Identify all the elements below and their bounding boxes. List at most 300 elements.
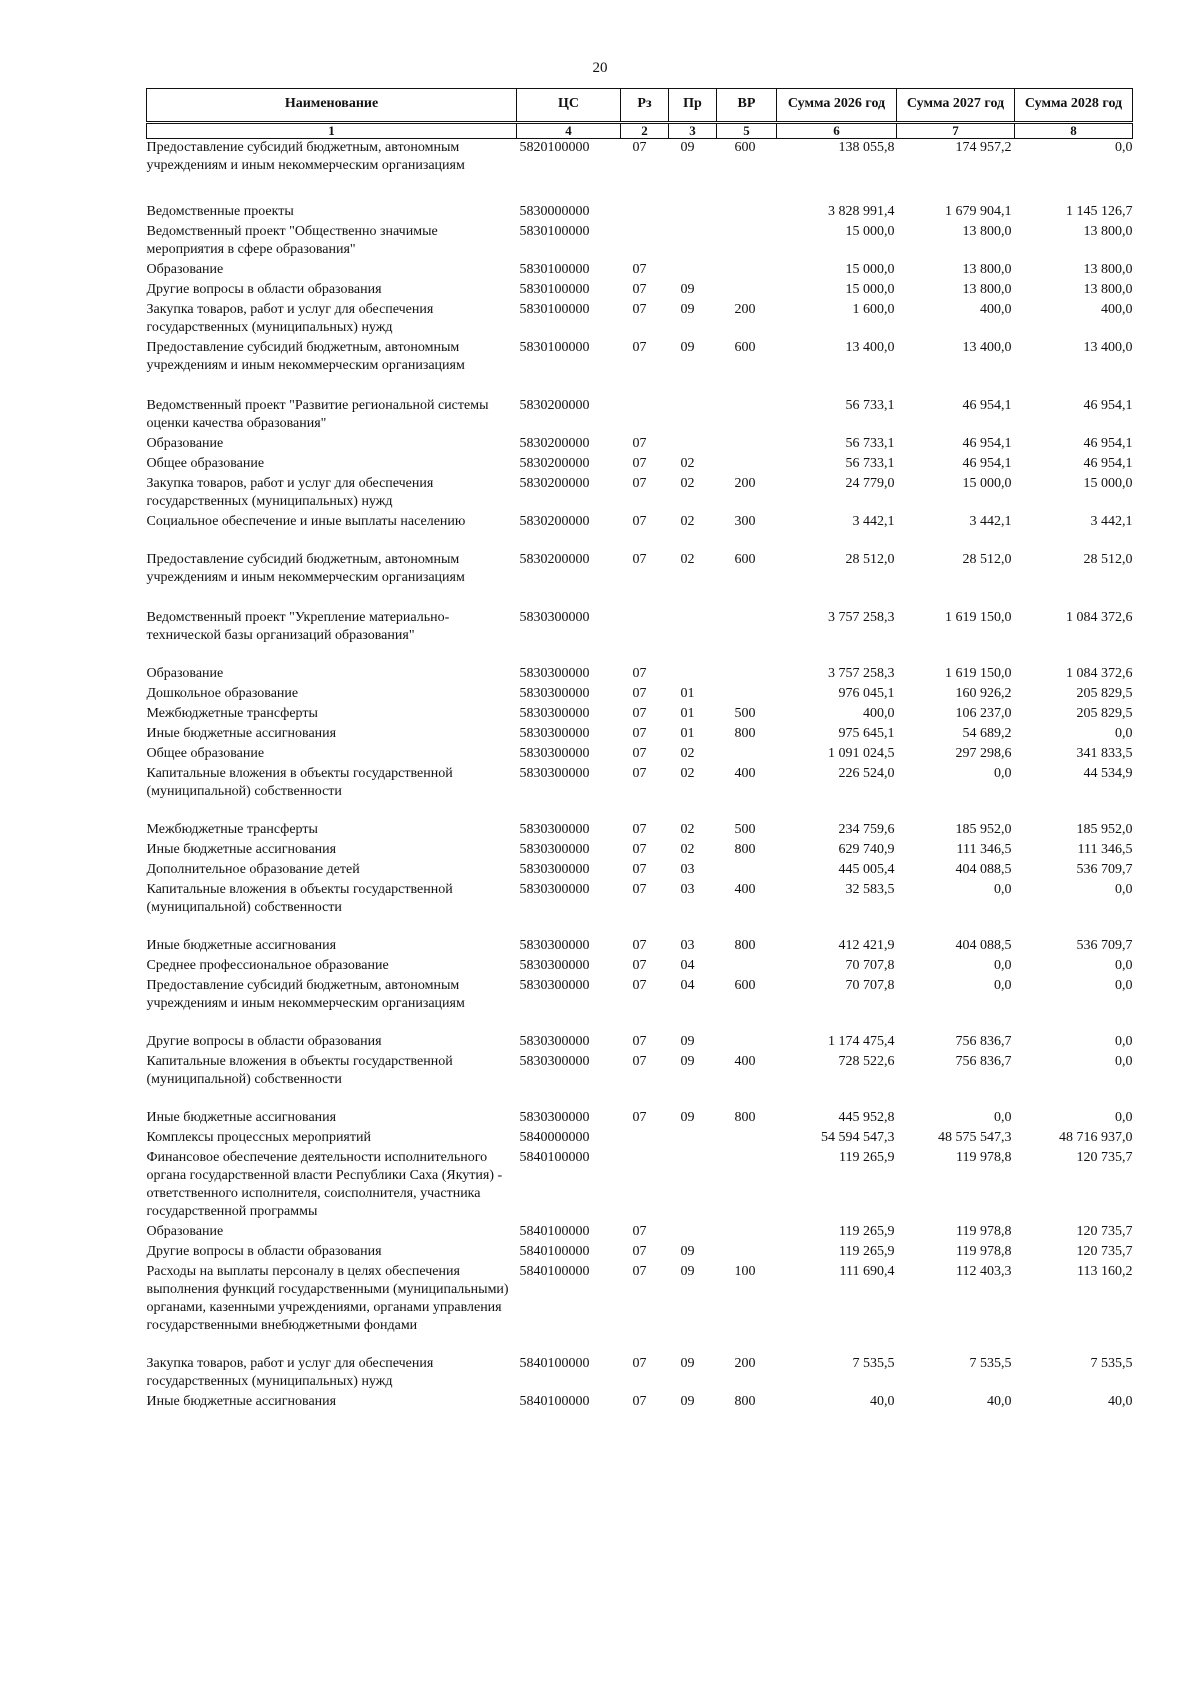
row-pr: 01	[680, 686, 695, 701]
row-rz: 07	[632, 666, 647, 681]
row-rz: 07	[632, 1244, 647, 1259]
row-rz: 07	[632, 706, 647, 721]
row-vr	[717, 281, 777, 301]
row-sum-2028: 0,0	[1115, 1110, 1133, 1125]
row-sum-2027: 13 400,0	[962, 340, 1012, 355]
row-pr	[669, 397, 717, 435]
row-sum-2028: 44 534,9	[1083, 766, 1133, 781]
row-cs: 5830300000	[519, 706, 590, 721]
table-row	[147, 1149, 1133, 1223]
table-row	[147, 1223, 1133, 1243]
row-cs: 5830300000	[519, 822, 590, 837]
row-sum-2027: 0,0	[994, 978, 1012, 993]
row-cs: 5830200000	[519, 514, 590, 529]
row-sum-2027: 112 403,3	[956, 1264, 1012, 1279]
row-sum-2028: 113 160,2	[1077, 1264, 1133, 1279]
row-rz	[621, 1149, 669, 1223]
table-row	[147, 1109, 1133, 1129]
row-sum-2026: 138 055,8	[838, 140, 895, 155]
row-cs: 5840100000	[519, 1394, 590, 1409]
row-vr	[717, 1033, 777, 1053]
column-number: 5	[717, 123, 777, 139]
row-cs: 5840100000	[519, 1224, 590, 1239]
row-sum-2026: 1 174 475,4	[828, 1034, 895, 1049]
table-row	[147, 861, 1133, 881]
row-sum-2028: 120 735,7	[1076, 1244, 1133, 1259]
row-vr: 600	[734, 552, 756, 567]
row-cs: 5830300000	[519, 610, 590, 625]
row-sum-2026: 40,0	[870, 1394, 895, 1409]
row-vr: 600	[734, 140, 756, 155]
row-sum-2028: 341 833,5	[1076, 746, 1133, 761]
row-name: Ведомственные проекты	[146, 204, 294, 219]
row-vr	[717, 957, 777, 977]
row-sum-2026: 1 600,0	[852, 302, 895, 317]
row-rz	[621, 1129, 669, 1149]
row-name: Расходы на выплаты персоналу в целях обеспечения выполнения функций государственными (муниципальными) органами, казенными учреждениями, органами управления государственными внебюджетными фондами	[146, 1264, 509, 1333]
row-cs: 5830300000	[519, 726, 590, 741]
table-row	[147, 1263, 1133, 1355]
row-sum-2028: 0,0	[1115, 958, 1133, 973]
row-sum-2028: 46 954,1	[1083, 456, 1133, 471]
row-sum-2027: 13 800,0	[962, 282, 1012, 297]
row-rz	[621, 609, 669, 665]
row-sum-2027: 119 978,8	[956, 1224, 1012, 1239]
row-vr: 600	[734, 340, 756, 355]
row-rz: 07	[632, 882, 647, 897]
table-row	[147, 223, 1133, 261]
row-pr: 03	[680, 938, 695, 953]
row-pr	[669, 223, 717, 261]
table-row	[147, 1129, 1133, 1149]
column-number: 4	[517, 123, 621, 139]
row-vr	[717, 745, 777, 765]
row-vr	[717, 1223, 777, 1243]
row-sum-2028: 1 084 372,6	[1066, 666, 1133, 681]
row-sum-2026: 3 442,1	[852, 514, 895, 529]
row-sum-2027: 0,0	[994, 958, 1012, 973]
table-row	[147, 937, 1133, 957]
row-name: Среднее профессиональное образование	[146, 958, 389, 973]
row-sum-2027: 1 619 150,0	[945, 610, 1012, 625]
table-row	[147, 339, 1133, 397]
table-row	[147, 665, 1133, 685]
row-sum-2027: 404 088,5	[955, 938, 1012, 953]
row-sum-2026: 15 000,0	[845, 282, 895, 297]
row-rz: 07	[632, 302, 647, 317]
row-vr: 500	[734, 822, 756, 837]
row-name: Общее образование	[146, 746, 265, 761]
row-cs: 5830000000	[519, 204, 590, 219]
row-name: Дополнительное образование детей	[146, 862, 360, 877]
row-name: Образование	[146, 436, 224, 451]
row-pr	[669, 1149, 717, 1223]
row-sum-2027: 0,0	[994, 882, 1012, 897]
row-cs: 5830300000	[519, 882, 590, 897]
row-name: Другие вопросы в области образования	[146, 1034, 382, 1049]
row-sum-2028: 0,0	[1115, 1054, 1133, 1069]
column-number: 1	[147, 123, 517, 139]
row-sum-2027: 106 237,0	[955, 706, 1012, 721]
column-number: 2	[621, 123, 669, 139]
row-rz: 07	[632, 726, 647, 741]
header-vr: ВР	[717, 89, 777, 123]
row-rz: 07	[632, 1224, 647, 1239]
row-sum-2026: 119 265,9	[839, 1224, 895, 1239]
row-sum-2026: 7 535,5	[852, 1356, 895, 1371]
row-sum-2027: 1 619 150,0	[945, 666, 1012, 681]
row-sum-2026: 56 733,1	[845, 436, 895, 451]
row-sum-2026: 234 759,6	[838, 822, 895, 837]
row-name: Ведомственный проект "Укрепление материально-технической базы организаций образования"	[146, 610, 450, 643]
row-vr: 200	[734, 302, 756, 317]
row-cs: 5830300000	[519, 746, 590, 761]
row-sum-2026: 54 594 547,3	[821, 1130, 895, 1145]
row-sum-2028: 120 735,7	[1076, 1150, 1133, 1165]
row-pr: 02	[680, 822, 695, 837]
header-row	[147, 89, 1133, 123]
row-rz: 07	[632, 1110, 647, 1125]
row-cs: 5830100000	[519, 340, 590, 355]
row-sum-2028: 1 145 126,7	[1066, 204, 1133, 219]
row-sum-2027: 3 442,1	[969, 514, 1012, 529]
table-row	[147, 475, 1133, 513]
table-row	[147, 765, 1133, 821]
row-sum-2026: 56 733,1	[845, 398, 895, 413]
row-name: Межбюджетные трансферты	[146, 822, 318, 837]
row-cs: 5830300000	[519, 1054, 590, 1069]
row-sum-2026: 70 707,8	[845, 978, 895, 993]
row-pr: 01	[680, 726, 695, 741]
row-pr: 02	[680, 766, 695, 781]
row-vr: 400	[734, 1054, 756, 1069]
header-cs: ЦС	[517, 89, 621, 123]
table-row	[147, 821, 1133, 841]
row-rz: 07	[632, 1054, 647, 1069]
row-sum-2028: 13 800,0	[1083, 262, 1133, 277]
row-pr: 01	[680, 706, 695, 721]
table-row	[147, 397, 1133, 435]
row-pr: 09	[680, 1244, 695, 1259]
row-sum-2027: 297 298,6	[955, 746, 1012, 761]
table-row	[147, 725, 1133, 745]
row-rz: 07	[632, 140, 647, 155]
row-sum-2028: 0,0	[1115, 882, 1133, 897]
row-pr: 03	[680, 862, 695, 877]
row-cs: 5830200000	[519, 436, 590, 451]
table-row	[147, 261, 1133, 281]
row-rz: 07	[632, 746, 647, 761]
row-pr: 09	[680, 1264, 695, 1279]
row-vr: 300	[734, 514, 756, 529]
row-sum-2028: 0,0	[1115, 726, 1133, 741]
row-name: Образование	[146, 666, 224, 681]
row-rz: 07	[632, 456, 647, 471]
row-sum-2026: 119 265,9	[839, 1150, 895, 1165]
row-rz: 07	[632, 1264, 647, 1279]
row-sum-2028: 0,0	[1115, 140, 1133, 155]
table-row	[147, 513, 1133, 551]
row-cs: 5830200000	[519, 476, 590, 491]
row-rz: 07	[632, 552, 647, 567]
row-rz: 07	[632, 262, 647, 277]
row-name: Предоставление субсидий бюджетным, автономным учреждениям и иным некоммерческим организациям	[146, 140, 465, 173]
table-row	[147, 139, 1133, 204]
row-rz: 07	[632, 436, 647, 451]
budget-table	[146, 88, 1133, 1413]
column-number-row	[147, 123, 1133, 139]
row-sum-2028: 13 400,0	[1083, 340, 1133, 355]
row-pr: 02	[680, 746, 695, 761]
row-rz: 07	[632, 766, 647, 781]
row-sum-2027: 7 535,5	[969, 1356, 1012, 1371]
row-sum-2026: 3 757 258,3	[828, 666, 895, 681]
row-pr: 02	[680, 552, 695, 567]
row-name: Предоставление субсидий бюджетным, автономным учреждениям и иным некоммерческим организациям	[146, 552, 465, 585]
row-sum-2026: 15 000,0	[845, 224, 895, 239]
row-sum-2028: 46 954,1	[1083, 436, 1133, 451]
row-sum-2026: 400,0	[863, 706, 895, 721]
row-sum-2027: 46 954,1	[962, 456, 1012, 471]
row-name: Ведомственный проект "Развитие региональной системы оценки качества образования"	[146, 398, 489, 431]
row-pr	[669, 665, 717, 685]
row-sum-2027: 15 000,0	[962, 476, 1012, 491]
row-pr: 09	[680, 282, 695, 297]
row-sum-2027: 756 836,7	[955, 1034, 1012, 1049]
row-pr: 04	[680, 958, 695, 973]
row-sum-2028: 13 800,0	[1083, 282, 1133, 297]
row-vr	[717, 1129, 777, 1149]
row-sum-2028: 0,0	[1115, 978, 1133, 993]
row-pr: 09	[680, 1394, 695, 1409]
row-rz: 07	[632, 282, 647, 297]
row-pr	[669, 1223, 717, 1243]
header-sum-2028: Сумма 2028 год	[1015, 89, 1133, 123]
table-row	[147, 435, 1133, 455]
row-name: Иные бюджетные ассигнования	[146, 938, 337, 953]
row-sum-2027: 48 575 547,3	[938, 1130, 1012, 1145]
row-sum-2026: 629 740,9	[838, 842, 895, 857]
row-cs: 5830300000	[519, 958, 590, 973]
row-sum-2027: 28 512,0	[962, 552, 1012, 567]
row-pr: 09	[680, 302, 695, 317]
column-number: 7	[897, 123, 1015, 139]
row-sum-2027: 185 952,0	[955, 822, 1012, 837]
table-row	[147, 203, 1133, 223]
row-pr: 09	[680, 340, 695, 355]
row-sum-2026: 226 524,0	[838, 766, 895, 781]
row-vr	[717, 1243, 777, 1263]
row-vr: 400	[734, 766, 756, 781]
table-row	[147, 1393, 1133, 1413]
row-vr: 800	[734, 938, 756, 953]
row-cs: 5830100000	[519, 262, 590, 277]
row-sum-2028: 1 084 372,6	[1066, 610, 1133, 625]
column-number: 3	[669, 123, 717, 139]
row-cs: 5830100000	[519, 224, 590, 239]
row-sum-2026: 975 645,1	[838, 726, 895, 741]
row-vr	[717, 609, 777, 665]
row-cs: 5830300000	[519, 1034, 590, 1049]
row-pr	[669, 435, 717, 455]
row-rz: 07	[632, 514, 647, 529]
row-sum-2028: 536 709,7	[1076, 862, 1133, 877]
row-sum-2027: 756 836,7	[955, 1054, 1012, 1069]
row-rz: 07	[632, 862, 647, 877]
row-name: Ведомственный проект "Общественно значимые мероприятия в сфере образования"	[146, 224, 438, 257]
page-number: 20	[592, 60, 608, 76]
header-sum-2026: Сумма 2026 год	[777, 89, 897, 123]
table-row	[147, 977, 1133, 1033]
row-rz: 07	[632, 842, 647, 857]
row-sum-2028: 185 952,0	[1076, 822, 1133, 837]
row-sum-2027: 404 088,5	[955, 862, 1012, 877]
row-rz: 07	[632, 1356, 647, 1371]
row-name: Другие вопросы в области образования	[146, 1244, 382, 1259]
row-cs: 5830100000	[519, 302, 590, 317]
row-pr: 09	[680, 1054, 695, 1069]
table-row	[147, 1033, 1133, 1053]
row-vr: 800	[734, 726, 756, 741]
row-sum-2026: 445 005,4	[838, 862, 895, 877]
row-rz	[621, 203, 669, 223]
row-sum-2027: 119 978,8	[956, 1150, 1012, 1165]
header-rz: Рз	[621, 89, 669, 123]
row-sum-2028: 536 709,7	[1076, 938, 1133, 953]
row-rz: 07	[632, 978, 647, 993]
row-sum-2028: 205 829,5	[1076, 706, 1133, 721]
row-vr	[717, 223, 777, 261]
row-name: Иные бюджетные ассигнования	[146, 726, 337, 741]
row-name: Комплексы процессных мероприятий	[146, 1130, 371, 1145]
row-cs: 5840100000	[519, 1150, 590, 1165]
column-number: 6	[777, 123, 897, 139]
table-row	[147, 551, 1133, 609]
row-cs: 5830300000	[519, 1110, 590, 1125]
row-name: Общее образование	[146, 456, 265, 471]
row-sum-2026: 13 400,0	[845, 340, 895, 355]
row-pr: 02	[680, 842, 695, 857]
table-row	[147, 1355, 1133, 1393]
row-pr: 09	[680, 140, 695, 155]
row-pr	[669, 261, 717, 281]
row-vr: 800	[734, 1110, 756, 1125]
row-pr	[669, 1129, 717, 1149]
row-sum-2028: 3 442,1	[1090, 514, 1133, 529]
row-sum-2027: 46 954,1	[962, 398, 1012, 413]
row-cs: 5830300000	[519, 938, 590, 953]
row-vr: 800	[734, 1394, 756, 1409]
row-sum-2026: 56 733,1	[845, 456, 895, 471]
row-cs: 5820100000	[519, 140, 590, 155]
row-name: Закупка товаров, работ и услуг для обеспечения государственных (муниципальных) нужд	[146, 302, 434, 335]
row-cs: 5830300000	[519, 978, 590, 993]
row-cs: 5830300000	[519, 842, 590, 857]
row-sum-2026: 28 512,0	[845, 552, 895, 567]
row-rz: 07	[632, 938, 647, 953]
table-row	[147, 685, 1133, 705]
row-pr: 09	[680, 1110, 695, 1125]
row-name: Другие вопросы в области образования	[146, 282, 382, 297]
row-sum-2026: 445 952,8	[838, 1110, 895, 1125]
row-name: Иные бюджетные ассигнования	[146, 1110, 337, 1125]
row-sum-2026: 32 583,5	[845, 882, 895, 897]
row-sum-2027: 54 689,2	[962, 726, 1012, 741]
row-sum-2026: 976 045,1	[838, 686, 895, 701]
row-rz: 07	[632, 1394, 647, 1409]
row-sum-2027: 119 978,8	[956, 1244, 1012, 1259]
row-sum-2028: 0,0	[1115, 1034, 1133, 1049]
row-sum-2027: 0,0	[994, 1110, 1012, 1125]
row-rz	[621, 397, 669, 435]
row-cs: 5830200000	[519, 552, 590, 567]
table-row	[147, 609, 1133, 665]
row-cs: 5840100000	[519, 1264, 590, 1279]
row-vr	[717, 203, 777, 223]
table-row	[147, 1053, 1133, 1109]
row-sum-2027: 160 926,2	[955, 686, 1012, 701]
row-rz: 07	[632, 686, 647, 701]
row-cs: 5830300000	[519, 862, 590, 877]
row-cs: 5830200000	[519, 456, 590, 471]
row-name: Образование	[146, 262, 224, 277]
row-vr	[717, 261, 777, 281]
row-vr: 600	[734, 978, 756, 993]
row-sum-2026: 111 690,4	[839, 1264, 895, 1279]
row-pr: 09	[680, 1356, 695, 1371]
row-sum-2028: 120 735,7	[1076, 1224, 1133, 1239]
row-vr: 100	[734, 1264, 756, 1279]
row-sum-2027: 1 679 904,1	[945, 204, 1012, 219]
table-row	[147, 745, 1133, 765]
row-name: Межбюджетные трансферты	[146, 706, 318, 721]
row-name: Дошкольное образование	[146, 686, 299, 701]
row-pr	[669, 203, 717, 223]
table-row	[147, 1243, 1133, 1263]
row-sum-2028: 400,0	[1101, 302, 1133, 317]
table-body	[147, 139, 1133, 1414]
row-sum-2028: 7 535,5	[1090, 1356, 1133, 1371]
row-sum-2026: 1 091 024,5	[828, 746, 895, 761]
row-sum-2026: 15 000,0	[845, 262, 895, 277]
row-pr: 02	[680, 456, 695, 471]
header-name: Наименование	[147, 89, 517, 123]
row-name: Капитальные вложения в объекты государственной (муниципальной) собственности	[146, 882, 453, 915]
row-name: Предоставление субсидий бюджетным, автономным учреждениям и иным некоммерческим организациям	[146, 340, 465, 373]
row-cs: 5830300000	[519, 666, 590, 681]
row-pr	[669, 609, 717, 665]
row-pr: 03	[680, 882, 695, 897]
table-row	[147, 455, 1133, 475]
row-name: Капитальные вложения в объекты государственной (муниципальной) собственности	[146, 766, 453, 799]
row-rz: 07	[632, 958, 647, 973]
table-row	[147, 841, 1133, 861]
row-name: Образование	[146, 1224, 224, 1239]
row-sum-2027: 0,0	[994, 766, 1012, 781]
row-vr: 200	[734, 1356, 756, 1371]
row-sum-2028: 28 512,0	[1083, 552, 1133, 567]
row-sum-2028: 13 800,0	[1083, 224, 1133, 239]
row-vr	[717, 861, 777, 881]
row-name: Капитальные вложения в объекты государственной (муниципальной) собственности	[146, 1054, 453, 1087]
row-vr: 400	[734, 882, 756, 897]
row-pr: 09	[680, 1034, 695, 1049]
row-sum-2026: 728 522,6	[838, 1054, 895, 1069]
row-pr: 04	[680, 978, 695, 993]
row-sum-2026: 24 779,0	[845, 476, 895, 491]
row-sum-2026: 119 265,9	[839, 1244, 895, 1259]
row-sum-2028: 40,0	[1108, 1394, 1133, 1409]
